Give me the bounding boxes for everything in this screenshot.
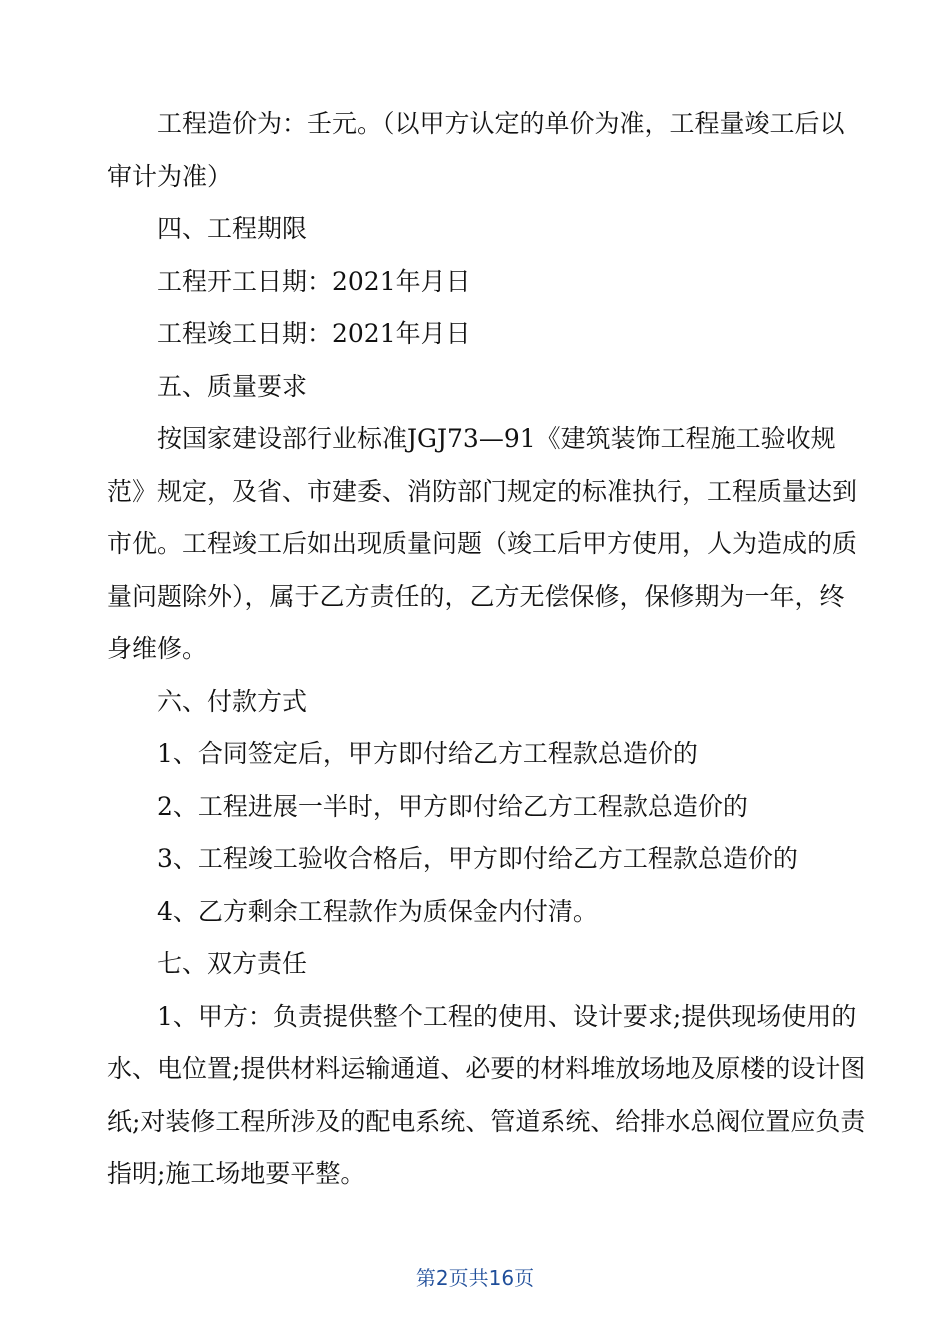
document-body	[107, 98, 867, 1201]
paragraph-payment-4: 4、乙方剩余工程款作为质保金内付清。	[157, 896, 598, 926]
heading-responsibilities: 七、双方责任	[157, 949, 308, 978]
paragraph-start-date: 工程开工日期：2021年月日	[157, 266, 471, 296]
paragraph-payment-2: 2、工程进展一半时，甲方即付给乙方工程款总造价的	[157, 791, 748, 821]
paragraph-payment-1: 1、合同签定后，甲方即付给乙方工程款总造价的	[157, 739, 698, 768]
paragraph-party-a-duties: 1、甲方：负责提供整个工程的使用、设计要求;提供现场使用的水、电位置;提供材料运输通道、必要的材料堆放场地及原楼的设计图纸;对装修工程所涉及的配电系统、管道系统、给排水总阀位置应负责指明;施工场地要平整。	[107, 1001, 866, 1188]
paragraph-cost: 工程造价为：壬元。（以甲方认定的单价为准，工程量竣工后以审计为准）	[107, 109, 845, 191]
heading-payment-method: 六、付款方式	[157, 686, 308, 716]
heading-quality-requirements: 五、质量要求	[157, 371, 308, 401]
page-number-footer: 第2页共16页	[415, 1266, 535, 1290]
heading-project-period: 四、工程期限	[157, 214, 308, 243]
paragraph-completion-date: 工程竣工日期：2021年月日	[157, 319, 471, 348]
paragraph-payment-3: 3、工程竣工验收合格后，甲方即付给乙方工程款总造价的	[157, 844, 798, 873]
paragraph-quality-standard: 按国家建设部行业标准JGJ73—91《建筑装饰工程施工验收规范》规定，及省、市建委、消防部门规定的标准执行，工程质量达到市优。工程竣工后如出现质量问题（竣工后甲方使用，人为造成的质量问题除外），属于乙方责任的，乙方无偿保修，保修期为一年，终身维修。	[107, 424, 858, 663]
